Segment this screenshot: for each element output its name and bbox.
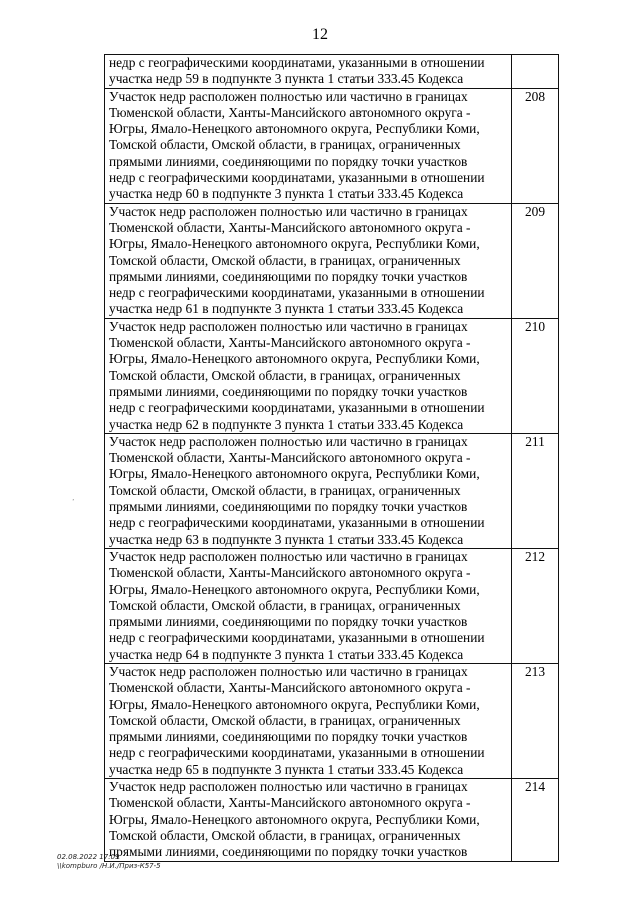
description-line: Томской области, Омской области, в границах, ограниченных — [109, 367, 461, 383]
description-line: прямыми линиями, соединяющими по порядку точки участков — [109, 499, 468, 515]
row-number: 210 — [512, 318, 559, 433]
description-line: прямыми линиями, соединяющими по порядку точки участков — [109, 268, 468, 284]
description-line: недр с географическими координатами, указанными в отношении — [109, 170, 485, 186]
description-line: недр с географическими координатами, указанными в отношении — [109, 285, 485, 301]
row-number: 208 — [512, 88, 559, 203]
row-description — [105, 548, 512, 663]
row-description — [105, 55, 512, 89]
row-description — [105, 433, 512, 548]
description-line: Тюменской области, Ханты-Мансийского автономного округа - — [109, 335, 471, 351]
description-line: Тюменской области, Ханты-Мансийского автономного округа - — [109, 450, 471, 466]
row-description — [105, 88, 512, 203]
description-line: Югры, Ямало-Ненецкого автономного округа, Республики Коми, — [109, 811, 480, 827]
row-number — [512, 55, 559, 89]
description-line: Участок недр расположен полностью или частично в границах — [109, 779, 468, 795]
description-line: участка недр 62 в подпункте 3 пункта 1 статьи 333.45 Кодекса — [109, 416, 464, 432]
stamp-date: 02.08.2022 17:09 — [57, 853, 120, 861]
table-body — [105, 55, 559, 862]
table-row — [105, 318, 559, 433]
table-row — [105, 548, 559, 663]
description-line: участка недр 59 в подпункте 3 пункта 1 статьи 333.45 Кодекса — [109, 71, 464, 87]
description-line: Тюменской области, Ханты-Мансийского автономного округа - — [109, 104, 471, 120]
description-line: прямыми линиями, соединяющими по порядку точки участков — [109, 729, 468, 745]
description-line: недр с географическими координатами, указанными в отношении — [109, 745, 485, 761]
table-row — [105, 88, 559, 203]
description-line: прямыми линиями, соединяющими по порядку точки участков — [109, 153, 468, 169]
description-line: Югры, Ямало-Ненецкого автономного округа, Республики Коми, — [109, 581, 480, 597]
description-line: недр с географическими координатами, указанными в отношении — [109, 630, 485, 646]
description-line: участка недр 61 в подпункте 3 пункта 1 статьи 333.45 Кодекса — [109, 301, 464, 317]
description-line: Участок недр расположен полностью или частично в границах — [109, 203, 468, 219]
row-number: 211 — [512, 433, 559, 548]
description-line: Югры, Ямало-Ненецкого автономного округа, Республики Коми, — [109, 466, 480, 482]
description-line: Югры, Ямало-Ненецкого автономного округа, Республики Коми, — [109, 236, 480, 252]
description-line: Томской области, Омской области, в границах, ограниченных — [109, 597, 461, 613]
description-line: Томской области, Омской области, в границах, ограниченных — [109, 482, 461, 498]
margin-mark: ‚ — [72, 494, 75, 502]
description-line: Участок недр расположен полностью или частично в границах — [109, 318, 468, 334]
description-line: Тюменской области, Ханты-Мансийского автономного округа - — [109, 565, 471, 581]
table-row — [105, 779, 559, 861]
description-line: Томской области, Омской области, в границах, ограниченных — [109, 252, 461, 268]
table-row — [105, 55, 559, 89]
description-line: Югры, Ямало-Ненецкого автономного округа, Республики Коми, — [109, 696, 480, 712]
description-line: Томской области, Омской области, в границах, ограниченных — [109, 827, 461, 843]
description-line: участка недр 65 в подпункте 3 пункта 1 статьи 333.45 Кодекса — [109, 761, 464, 777]
document-table — [104, 54, 559, 862]
description-line: участка недр 64 в подпункте 3 пункта 1 статьи 333.45 Кодекса — [109, 646, 464, 662]
description-line: недр с географическими координатами, указанными в отношении — [109, 55, 485, 70]
description-line: прямыми линиями, соединяющими по порядку точки участков — [109, 383, 468, 399]
description-line: Тюменской области, Ханты-Мансийского автономного округа - — [109, 680, 471, 696]
description-line: Участок недр расположен полностью или частично в границах — [109, 88, 468, 104]
description-line: Томской области, Омской области, в границах, ограниченных — [109, 712, 461, 728]
description-line: Участок недр расположен полностью или частично в границах — [109, 663, 468, 679]
document-stamp — [57, 853, 161, 871]
description-line: прямыми линиями, соединяющими по порядку точки участков — [109, 614, 468, 630]
row-description — [105, 663, 512, 778]
description-line: Югры, Ямало-Ненецкого автономного округа, Республики Коми, — [109, 121, 480, 137]
description-line: Участок недр расположен полностью или частично в границах — [109, 433, 468, 449]
row-number: 209 — [512, 203, 559, 318]
row-number: 212 — [512, 548, 559, 663]
description-line: Тюменской области, Ханты-Мансийского автономного округа - — [109, 795, 471, 811]
description-line: прямыми линиями, соединяющими по порядку точки участков — [109, 844, 468, 860]
description-line: Участок недр расположен полностью или частично в границах — [109, 548, 468, 564]
description-line: недр с географическими координатами, указанными в отношении — [109, 400, 485, 416]
table-row — [105, 663, 559, 778]
row-number: 213 — [512, 663, 559, 778]
description-line: Томской области, Омской области, в границах, ограниченных — [109, 137, 461, 153]
row-description — [105, 318, 512, 433]
description-line: Югры, Ямало-Ненецкого автономного округа, Республики Коми, — [109, 351, 480, 367]
description-line: Тюменской области, Ханты-Мансийского автономного округа - — [109, 219, 471, 235]
row-description — [105, 203, 512, 318]
description-line: участка недр 63 в подпункте 3 пункта 1 статьи 333.45 Кодекса — [109, 531, 464, 547]
page-number: 12 — [312, 26, 328, 43]
table-row — [105, 433, 559, 548]
description-line: недр с географическими координатами, указанными в отношении — [109, 515, 485, 531]
description-line: участка недр 60 в подпункте 3 пункта 1 статьи 333.45 Кодекса — [109, 186, 464, 202]
row-number: 214 — [512, 779, 559, 861]
row-description — [105, 779, 512, 861]
table-row — [105, 203, 559, 318]
stamp-author: \\kompburo /Н.И./Приз-К57-5 — [57, 862, 161, 870]
